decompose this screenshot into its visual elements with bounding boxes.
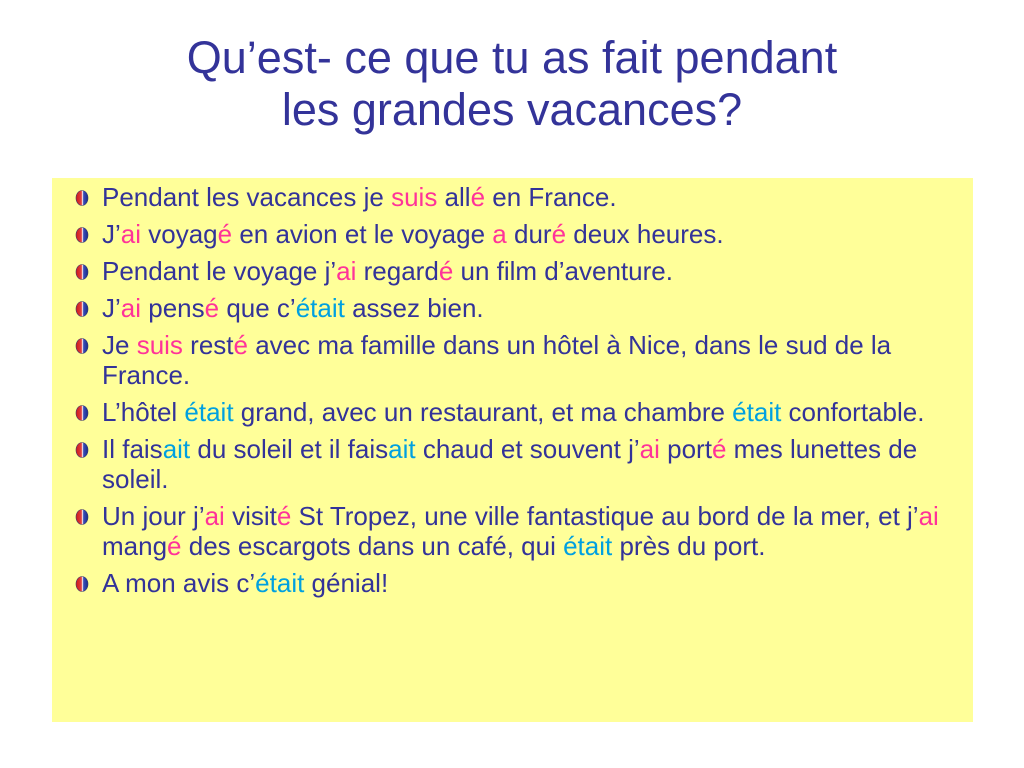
- content-box: [52, 178, 973, 722]
- highlight-verb-ending: é: [233, 330, 248, 360]
- highlight-imperfect: était: [732, 397, 782, 427]
- bullet-item: [74, 397, 959, 427]
- bullet-oval-icon: [74, 301, 90, 317]
- highlight-verb-ending: é: [276, 501, 292, 531]
- text-segment: près du port.: [612, 531, 766, 561]
- highlight-verb-ending: é: [551, 219, 567, 249]
- text-segment: en France.: [485, 182, 617, 212]
- highlight-verb-ending: ai: [120, 219, 142, 249]
- bullet-list: [74, 182, 959, 598]
- highlight-verb-ending: é: [438, 256, 454, 286]
- bullet-text: [102, 330, 891, 390]
- bullet-oval-icon: [74, 264, 90, 280]
- highlight-verb-ending: ai: [336, 256, 357, 286]
- highlight-imperfect: était: [255, 568, 305, 598]
- highlight-verb-ending: a: [492, 219, 507, 249]
- text-segment: deux heures.: [566, 219, 724, 249]
- text-segment: J’: [102, 293, 121, 323]
- highlight-imperfect: était: [184, 397, 234, 427]
- bullet-oval-icon: [74, 338, 90, 354]
- bullet-text: [102, 219, 724, 249]
- text-segment: A mon avis c’: [102, 568, 256, 598]
- highlight-imperfect: ait: [162, 434, 191, 464]
- text-segment: Il fais: [102, 434, 163, 464]
- text-segment: J’: [102, 219, 121, 249]
- slide-title-line-1: Qu’est- ce que tu as fait pendant: [186, 32, 838, 83]
- text-segment: des escargots dans un café, qui: [181, 531, 564, 561]
- highlight-verb-ending: ai: [120, 293, 142, 323]
- highlight-imperfect: était: [295, 293, 345, 323]
- bullet-item: [74, 293, 959, 323]
- bullet-item: [74, 256, 959, 286]
- text-segment: L’hôtel: [102, 397, 185, 427]
- highlight-verb-ending: suis: [136, 330, 183, 360]
- bullet-item: [74, 501, 959, 561]
- text-segment: assez bien.: [344, 293, 484, 323]
- text-segment: du soleil et il fais: [190, 434, 389, 464]
- text-segment: rest: [182, 330, 234, 360]
- text-segment: Pendant le voyage j’: [102, 256, 337, 286]
- highlight-verb-ending: é: [204, 293, 220, 323]
- text-segment: all: [437, 182, 471, 212]
- bullet-item: [74, 568, 959, 598]
- text-segment: mes lunettes de soleil.: [102, 434, 918, 494]
- text-segment: un film d’aventure.: [453, 256, 673, 286]
- text-segment: Un jour j’: [102, 501, 205, 531]
- highlight-verb-ending: ai: [204, 501, 225, 531]
- text-segment: port: [659, 434, 712, 464]
- bullet-oval-icon: [74, 227, 90, 243]
- bullet-item: [74, 219, 959, 249]
- highlight-verb-ending: ai: [639, 434, 660, 464]
- text-segment: dur: [506, 219, 552, 249]
- bullet-oval-icon: [74, 509, 90, 525]
- slide-title-line-2: les grandes vacances?: [281, 84, 743, 135]
- highlight-imperfect: était: [563, 531, 613, 561]
- bullet-item: [74, 182, 959, 212]
- highlight-verb-ending: ai: [918, 501, 939, 531]
- bullet-oval-icon: [74, 442, 90, 458]
- bullet-oval-icon: [74, 405, 90, 421]
- slide-title: [60, 32, 964, 136]
- text-segment: voyag: [141, 219, 218, 249]
- bullet-text: [102, 182, 617, 212]
- bullet-text: [102, 568, 388, 598]
- bullet-text: [102, 293, 484, 323]
- text-segment: génial!: [304, 568, 389, 598]
- bullet-item: [74, 330, 959, 390]
- text-segment: visit: [224, 501, 277, 531]
- text-segment: regard: [356, 256, 439, 286]
- bullet-item: [74, 434, 959, 494]
- text-segment: St Tropez, une ville fantastique au bord de la mer, et j’: [291, 501, 919, 531]
- bullet-text: [102, 397, 924, 427]
- highlight-verb-ending: é: [470, 182, 486, 212]
- text-segment: pens: [141, 293, 205, 323]
- text-segment: grand, avec un restaurant, et ma chambre: [233, 397, 733, 427]
- bullet-text: [102, 501, 939, 561]
- bullet-text: [102, 256, 673, 286]
- text-segment: avec ma famille dans un hôtel à Nice, dans le sud de la France.: [102, 330, 892, 390]
- bullet-oval-icon: [74, 190, 90, 206]
- text-segment: que c’: [219, 293, 296, 323]
- text-segment: Je: [102, 330, 137, 360]
- text-segment: confortable.: [781, 397, 925, 427]
- highlight-imperfect: ait: [388, 434, 416, 464]
- text-segment: en avion et le voyage: [232, 219, 493, 249]
- highlight-verb-ending: é: [217, 219, 233, 249]
- bullet-oval-icon: [74, 576, 90, 592]
- text-segment: Pendant les vacances je: [102, 182, 392, 212]
- highlight-verb-ending: é: [167, 531, 182, 561]
- highlight-verb-ending: é: [711, 434, 727, 464]
- text-segment: mang: [102, 531, 168, 561]
- text-segment: chaud et souvent j’: [415, 434, 640, 464]
- bullet-text: [102, 434, 917, 494]
- highlight-verb-ending: suis: [391, 182, 438, 212]
